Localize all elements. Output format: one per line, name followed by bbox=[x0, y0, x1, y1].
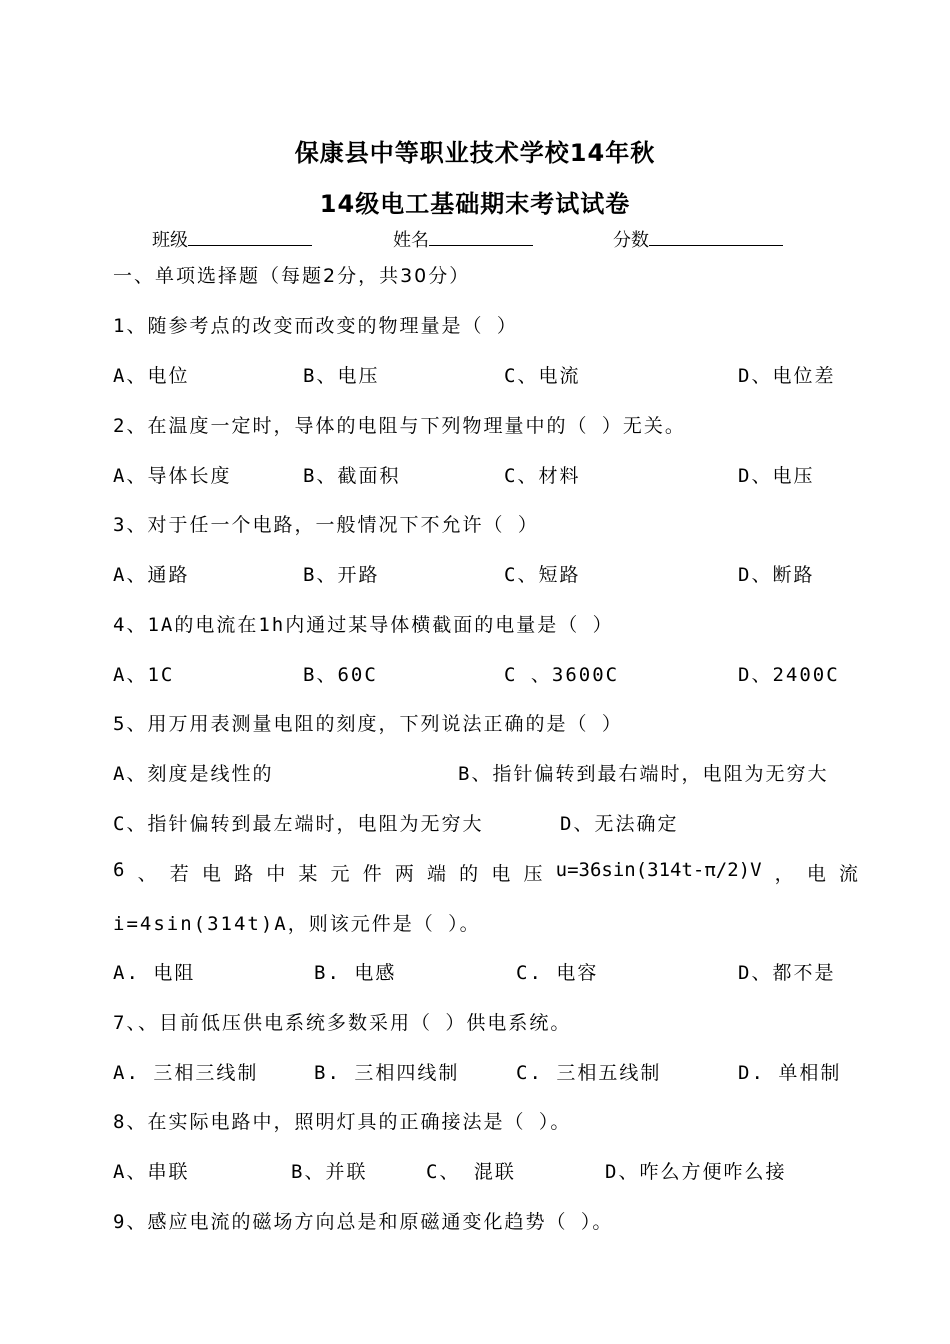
option-d: D、电位差 bbox=[738, 365, 836, 387]
option-d: D、都不是 bbox=[738, 962, 836, 984]
option-b: B、并联 bbox=[291, 1161, 368, 1183]
class-label: 班级 bbox=[152, 230, 188, 251]
formula: u=36sin(314t-π/2)V bbox=[555, 859, 762, 881]
option-a: A、电位 bbox=[113, 365, 190, 387]
option-a: A. 电阻 bbox=[113, 962, 196, 984]
option-a: A、1C bbox=[113, 664, 175, 686]
option-a: A. 三相三线制 bbox=[113, 1062, 259, 1084]
option-a: A、导体长度 bbox=[113, 465, 232, 487]
option-c: C、指针偏转到最左端时，电阻为无穷大 bbox=[113, 813, 484, 835]
question-stem: 6 、 若 电 路 中 某 元 件 两 端 的 电 压 u=36sin(314t-π/2)V ， 电 流 bbox=[113, 859, 858, 885]
option-d: D、2400C bbox=[738, 664, 840, 686]
score-blank bbox=[649, 227, 783, 246]
exam-title-line2: 14级电工基础期末考试试卷 bbox=[319, 190, 631, 218]
question-stem-continued: i=4sin(314t)A，则该元件是（ ）。 bbox=[113, 913, 481, 935]
option-c: C、电流 bbox=[504, 365, 581, 387]
option-d: D、咋么方便咋么接 bbox=[605, 1161, 787, 1183]
option-c: C、材料 bbox=[504, 465, 581, 487]
option-a: A、串联 bbox=[113, 1161, 190, 1183]
score-field bbox=[613, 226, 783, 252]
question-stem: 4、1A的电流在1h内通过某导体横截面的电量是（ ） bbox=[113, 614, 614, 636]
name-blank bbox=[429, 227, 533, 246]
question-stem: 5、用万用表测量电阻的刻度，下列说法正确的是（ ） bbox=[113, 713, 623, 735]
option-b: B、截面积 bbox=[303, 465, 401, 487]
name-label: 姓名 bbox=[393, 230, 429, 251]
option-b: B. 三相四线制 bbox=[314, 1062, 460, 1084]
option-d: D、断路 bbox=[738, 564, 815, 586]
exam-title-line1: 保康县中等职业技术学校14年秋 bbox=[294, 139, 656, 167]
option-d: D、电压 bbox=[738, 465, 815, 487]
option-c: C. 三相五线制 bbox=[516, 1062, 662, 1084]
option-b: B. 电感 bbox=[314, 962, 397, 984]
option-c: C 、3600C bbox=[504, 664, 620, 686]
question-stem: 3、对于任一个电路，一般情况下不允许（ ） bbox=[113, 514, 539, 536]
name-field bbox=[393, 226, 533, 252]
option-c: C. 电容 bbox=[516, 962, 599, 984]
option-b: B、指针偏转到最右端时，电阻为无穷大 bbox=[458, 763, 829, 785]
question-stem: 2、在温度一定时，导体的电阻与下列物理量中的（ ）无关。 bbox=[113, 415, 686, 437]
option-b: B、电压 bbox=[303, 365, 380, 387]
question-stem: 1、随参考点的改变而改变的物理量是（ ） bbox=[113, 315, 518, 337]
class-field bbox=[152, 226, 312, 252]
option-a: A、通路 bbox=[113, 564, 190, 586]
section-heading: 一、单项选择题（每题2分，共30分） bbox=[113, 265, 471, 287]
class-blank bbox=[188, 227, 312, 246]
question-stem: 8、在实际电路中，照明灯具的正确接法是（ ）。 bbox=[113, 1111, 572, 1133]
option-c: C、短路 bbox=[504, 564, 581, 586]
option-a: A、刻度是线性的 bbox=[113, 763, 274, 785]
score-label: 分数 bbox=[613, 230, 649, 251]
option-c: C、 混联 bbox=[426, 1161, 516, 1183]
option-d: D. 单相制 bbox=[738, 1062, 842, 1084]
question-stem: 7、、目前低压供电系统多数采用（ ）供电系统。 bbox=[113, 1012, 572, 1034]
option-b: B、开路 bbox=[303, 564, 380, 586]
question-stem: 9、感应电流的磁场方向总是和原磁通变化趋势（ ）。 bbox=[113, 1211, 614, 1233]
option-b: B、60C bbox=[303, 664, 378, 686]
option-d: D、无法确定 bbox=[560, 813, 679, 835]
